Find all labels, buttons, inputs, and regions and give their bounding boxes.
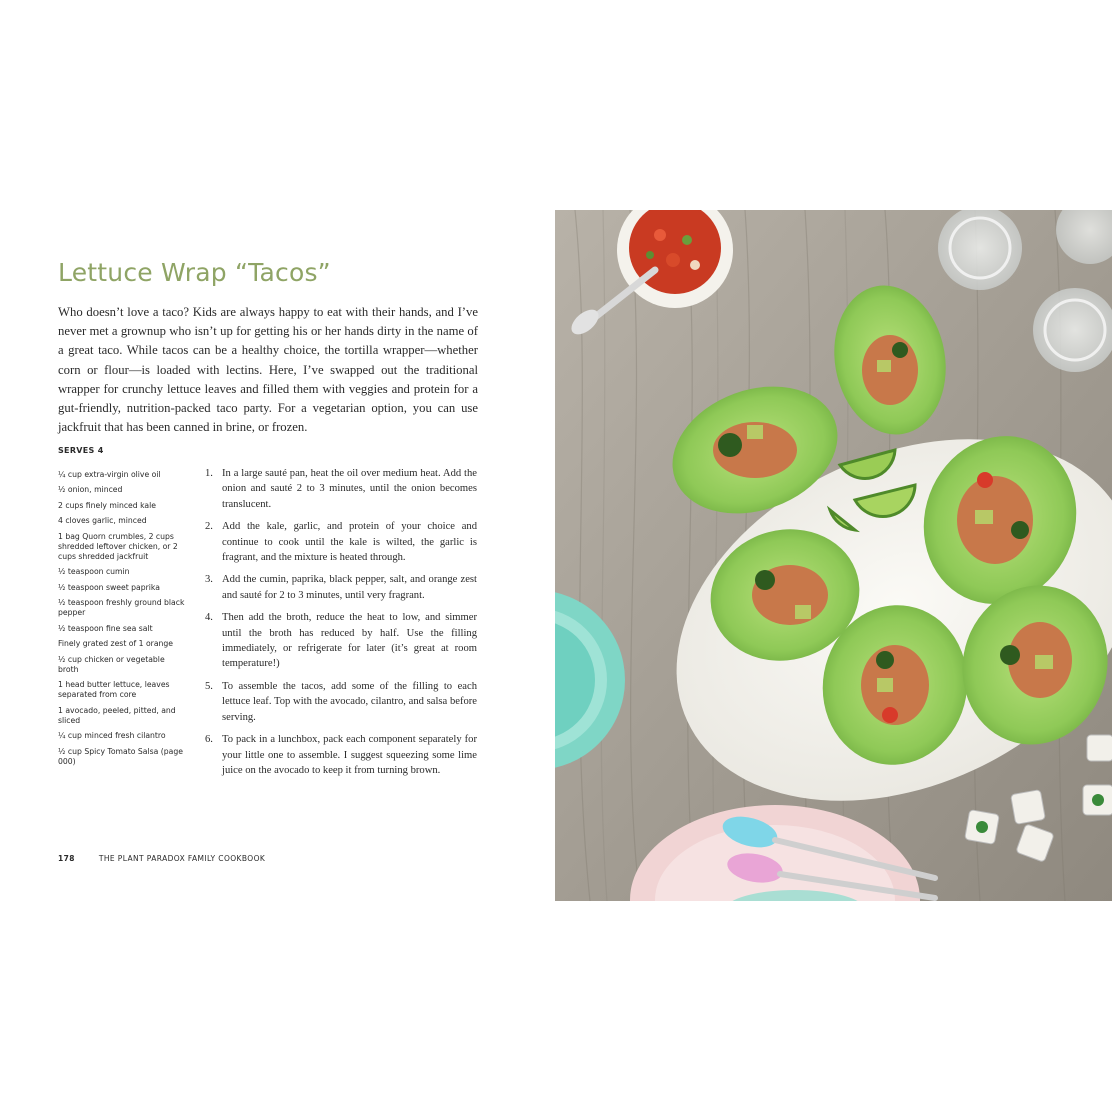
ingredient-item: 1 bag Quorn crumbles, 2 cups shredded leftover chicken, or 2 cups shredded jackfruit — [58, 531, 178, 561]
step-text: Then add the broth, reduce the heat to low, and simmer until the broth has reduced by half. Use the filling immediately, or refrigerate for later (it’s great at room temperature!) — [222, 612, 477, 670]
left-page — [0, 0, 555, 1112]
ingredient-item: 4 cloves garlic, minced — [58, 516, 147, 526]
step-text: Add the kale, garlic, and protein of your choice and continue to cook until the kale is wilted, the garlic is fragrant, and the mixture is heated through. — [222, 521, 477, 564]
ingredient-list — [58, 470, 186, 772]
step-number: 2. — [205, 521, 213, 533]
ingredient-item: 1 avocado, peeled, pitted, and sliced — [58, 705, 176, 725]
step-text: To assemble the tacos, add some of the filling to each lettuce leaf. Top with the avocado, cilantro, and salsa before serving. — [222, 680, 477, 723]
ingredient-item: Finely grated zest of 1 orange — [58, 639, 174, 649]
ingredient-item: ½ teaspoon cumin — [58, 567, 130, 577]
ingredient-item: 2 cups finely minced kale — [58, 500, 157, 510]
ingredient-item: ½ teaspoon freshly ground black pepper — [58, 598, 185, 618]
method-step — [205, 572, 477, 603]
step-number: 6. — [205, 734, 213, 746]
step-text: Add the cumin, paprika, black pepper, salt, and orange zest and sauté for 2 to 3 minutes, until very fragrant. — [222, 574, 477, 601]
step-text: To pack in a lunchbox, pack each component separately for your little one to assemble. I suggest squeezing some lime juice on the avocado to keep it from turning brown. — [222, 734, 477, 776]
ingredient-item: ½ cup chicken or vegetable broth — [58, 654, 165, 674]
running-head: THE PLANT PARADOX FAMILY COOKBOOK — [98, 854, 266, 863]
ingredient-item: ½ teaspoon fine sea salt — [58, 623, 153, 633]
step-number: 5. — [205, 680, 213, 692]
ingredient-item: ½ teaspoon sweet paprika — [58, 582, 160, 592]
step-text: In a large sauté pan, heat the oil over medium heat. Add the onion and sauté 2 to 3 minutes, until the onion becomes translucent. — [222, 468, 477, 510]
food-photo — [555, 210, 1112, 901]
recipe-title: Lettuce Wrap “Tacos” — [58, 258, 331, 287]
ingredient-item: ½ cup Spicy Tomato Salsa (page 000) — [58, 746, 183, 766]
ingredient-item: ¼ cup minced fresh cilantro — [58, 731, 166, 741]
ingredient-item: 1 head butter lettuce, leaves separated from core — [58, 680, 170, 700]
ingredient-item: ½ onion, minced — [58, 485, 123, 495]
method-step — [205, 679, 477, 725]
serves-label: SERVES 4 — [58, 446, 104, 455]
ingredient-item: ¼ cup extra-virgin olive oil — [58, 470, 161, 479]
page-footer — [58, 854, 265, 863]
recipe-intro: Who doesn’t love a taco? Kids are always happy to eat with their hands, and I’ve never met a grownup who isn’t up for getting his or her hands dirty in the name of a great taco. While tacos can be a healthy choice, the tortilla wrapper—whether corn or flour—is loaded with lectins. Here, I’ve swapped out the traditional wrapper for crunchy lettuce leaves and filled them with veggies and protein for a gut-friendly, nutrition-packed taco party. For a vegetarian option, you can use jackfruit that has been canned in brine, or frozen. — [58, 305, 478, 435]
method-step — [205, 466, 477, 512]
step-number: 4. — [205, 612, 213, 624]
method-step — [205, 519, 477, 565]
method-steps — [205, 466, 477, 785]
method-step — [205, 610, 477, 672]
method-step — [205, 732, 477, 778]
step-number: 1. — [205, 468, 213, 479]
page-number: 178 — [58, 854, 75, 863]
step-number: 3. — [205, 574, 213, 586]
